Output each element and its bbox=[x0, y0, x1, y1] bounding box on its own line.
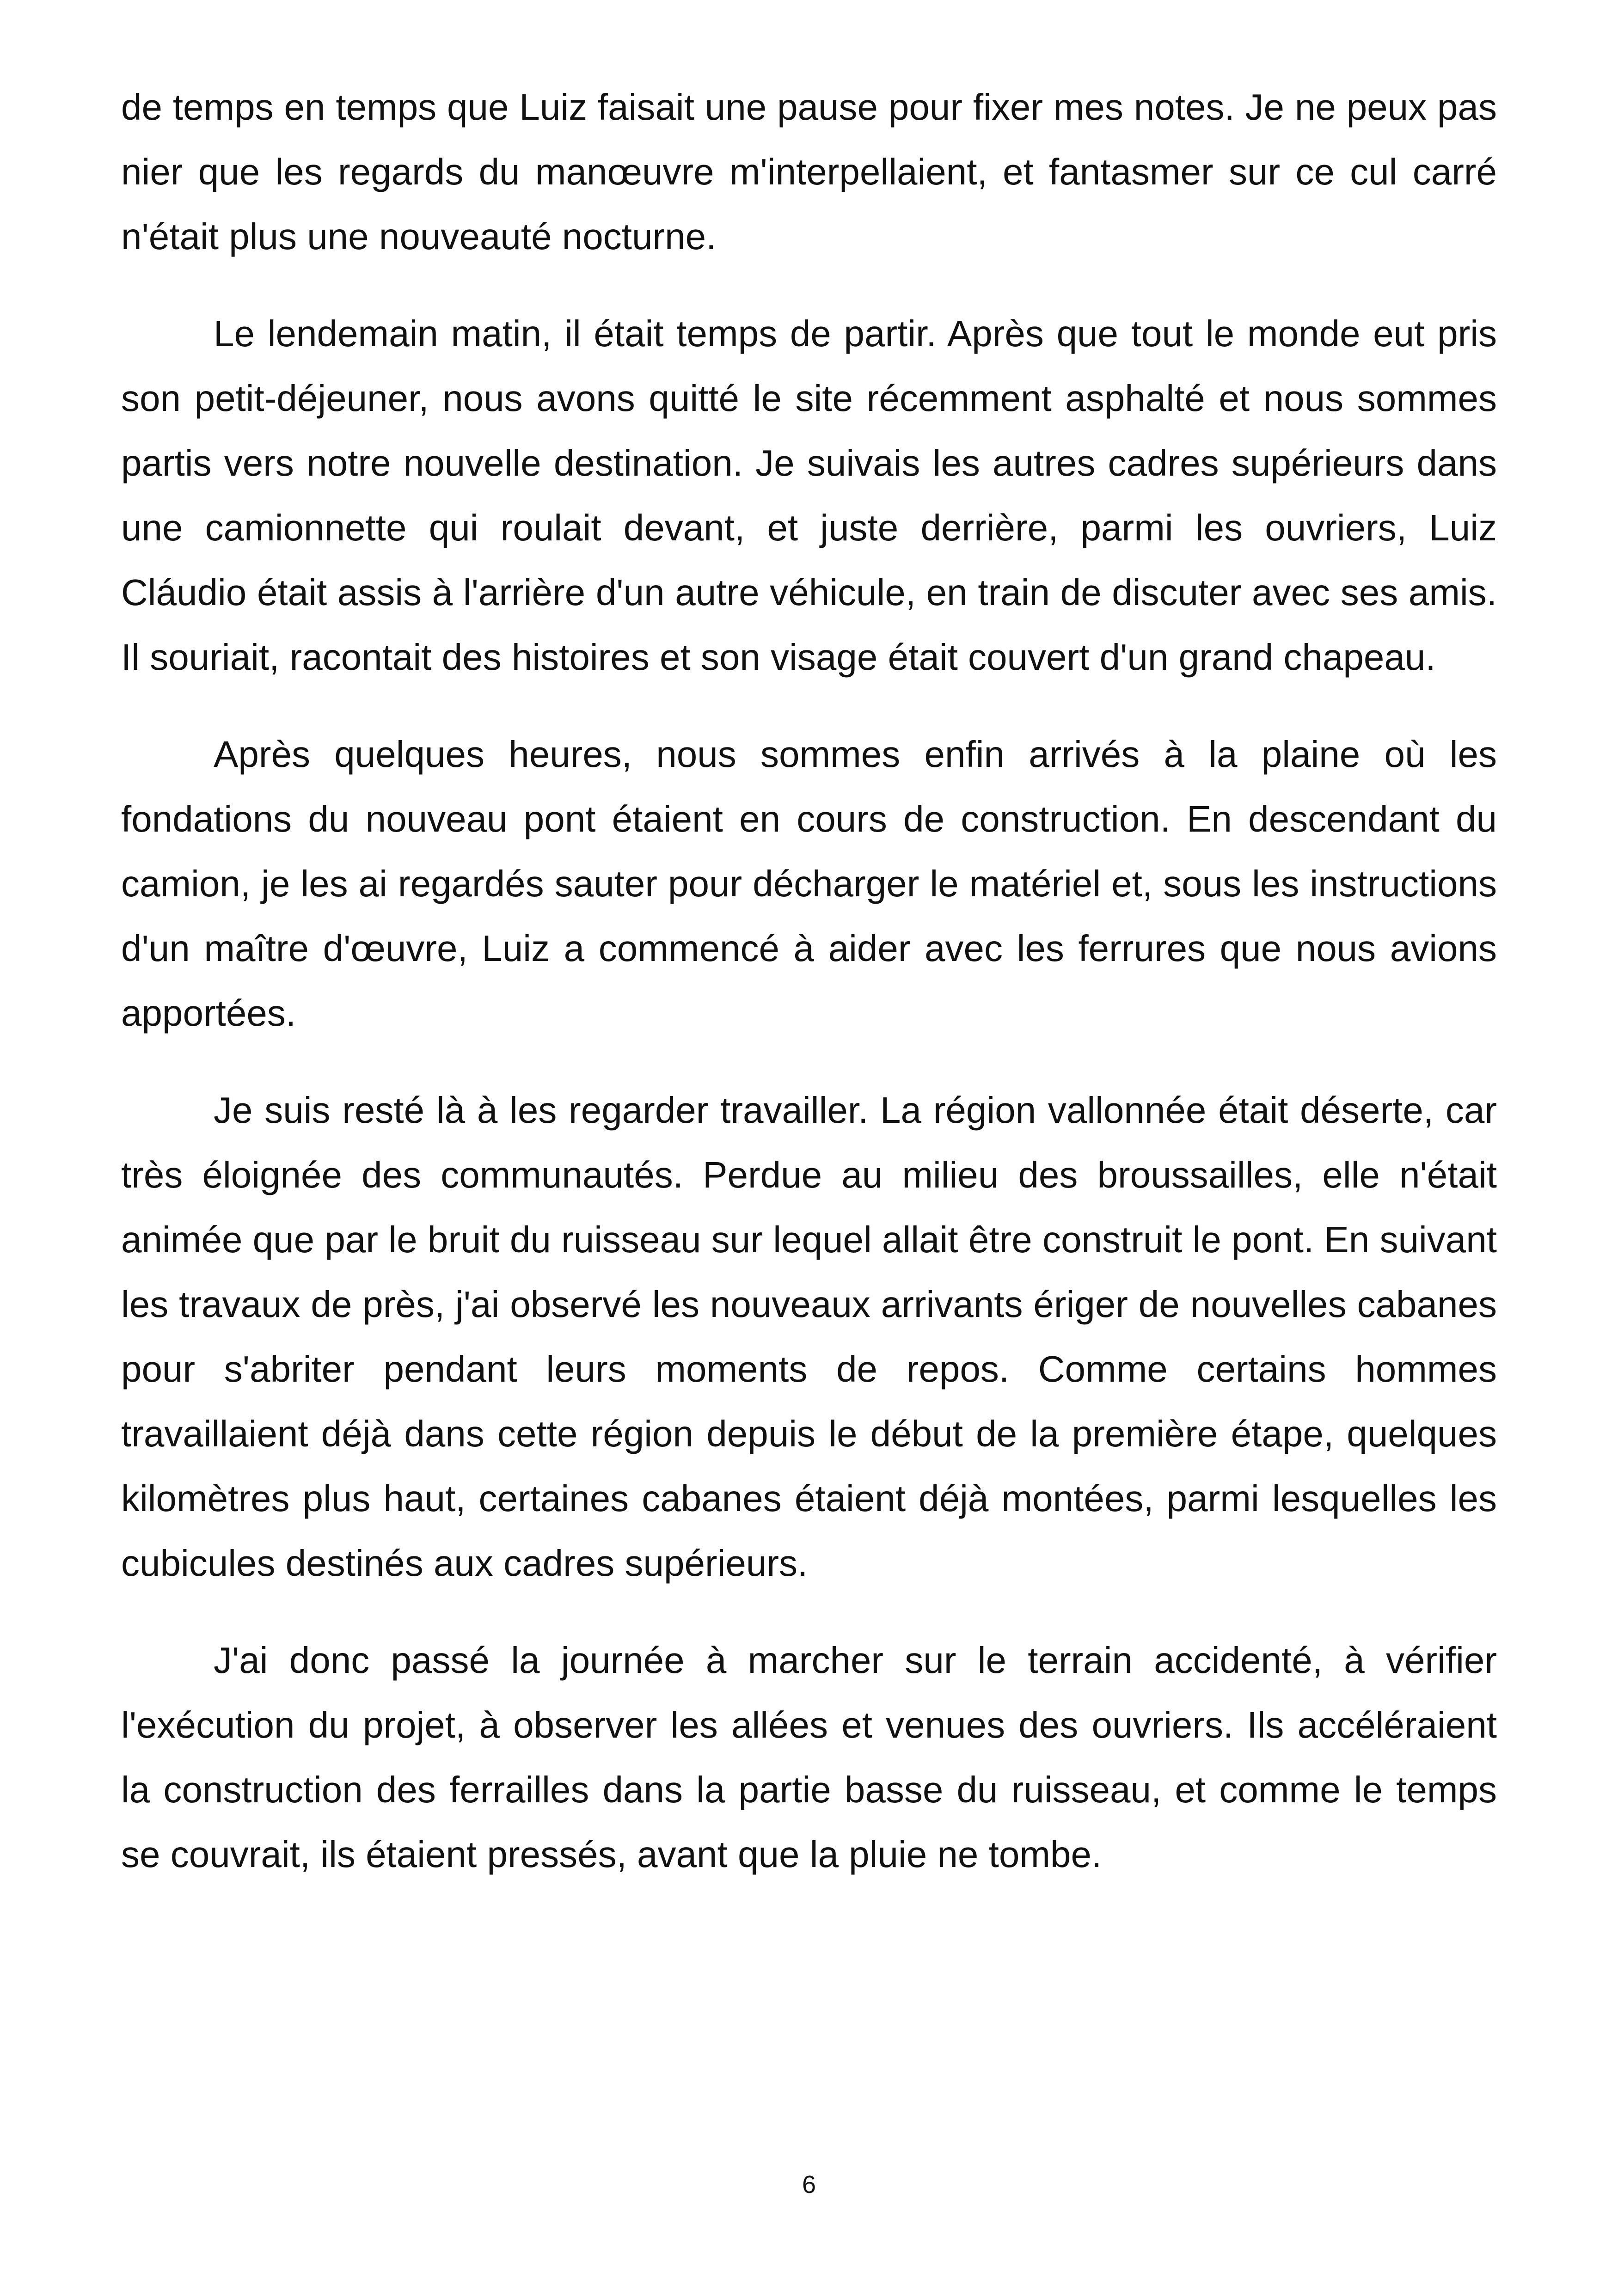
paragraph-3: Après quelques heures, nous sommes enfin arrivés à la plaine où les fondations du nouveau pont étaient en cours de construction. En descendant du camion, je les ai regardés sauter pour décharger le matériel et, sous les instructions d'un maître d'œuvre, Luiz a commencé à aider avec les ferrures que nous avions apportées. bbox=[121, 734, 1497, 1034]
paragraph-1: de temps en temps que Luiz faisait une pause pour fixer mes notes. Je ne peux pas nier que les regards du manœuvre m'interpellaient, et fantasmer sur ce cul carré n'était plus une nouveauté nocturne. bbox=[121, 86, 1497, 257]
page-number: 6 bbox=[802, 2171, 816, 2198]
paragraph-5: J'ai donc passé la journée à marcher sur le terrain accidenté, à vérifier l'exécution du projet, à observer les allées et venues des ouvriers. Ils accéléraient la construction des ferrailles dans la partie basse du ruisseau, et comme le temps se couvrait, ils étaient pressés, avant que la pluie ne tombe. bbox=[121, 1640, 1497, 1875]
body-text bbox=[121, 75, 1497, 1919]
paragraph-2: Le lendemain matin, il était temps de partir. Après que tout le monde eut pris son petit-déjeuner, nous avons quitté le site récemment asphalté et nous sommes partis vers notre nouvelle destination. Je suivais les autres cadres supérieurs dans une camionnette qui roulait devant, et juste derrière, parmi les ouvriers, Luiz Cláudio était assis à l'arrière d'un autre véhicule, en train de discuter avec ses amis. Il souriait, racontait des histoires et son visage était couvert d'un grand chapeau. bbox=[121, 313, 1497, 678]
paragraph-4: Je suis resté là à les regarder travailler. La région vallonnée était déserte, car très éloignée des communautés. Perdue au milieu des broussailles, elle n'était animée que par le bruit du ruisseau sur lequel allait être construit le pont. En suivant les travaux de près, j'ai observé les nouveaux arrivants ériger de nouvelles cabanes pour s'abriter pendant leurs moments de repos. Comme certains hommes travaillaient déjà dans cette région depuis le début de la première étape, quelques kilomètres plus haut, certaines cabanes étaient déjà montées, parmi lesquelles les cubicules destinés aux cadres supérieurs. bbox=[121, 1090, 1497, 1584]
